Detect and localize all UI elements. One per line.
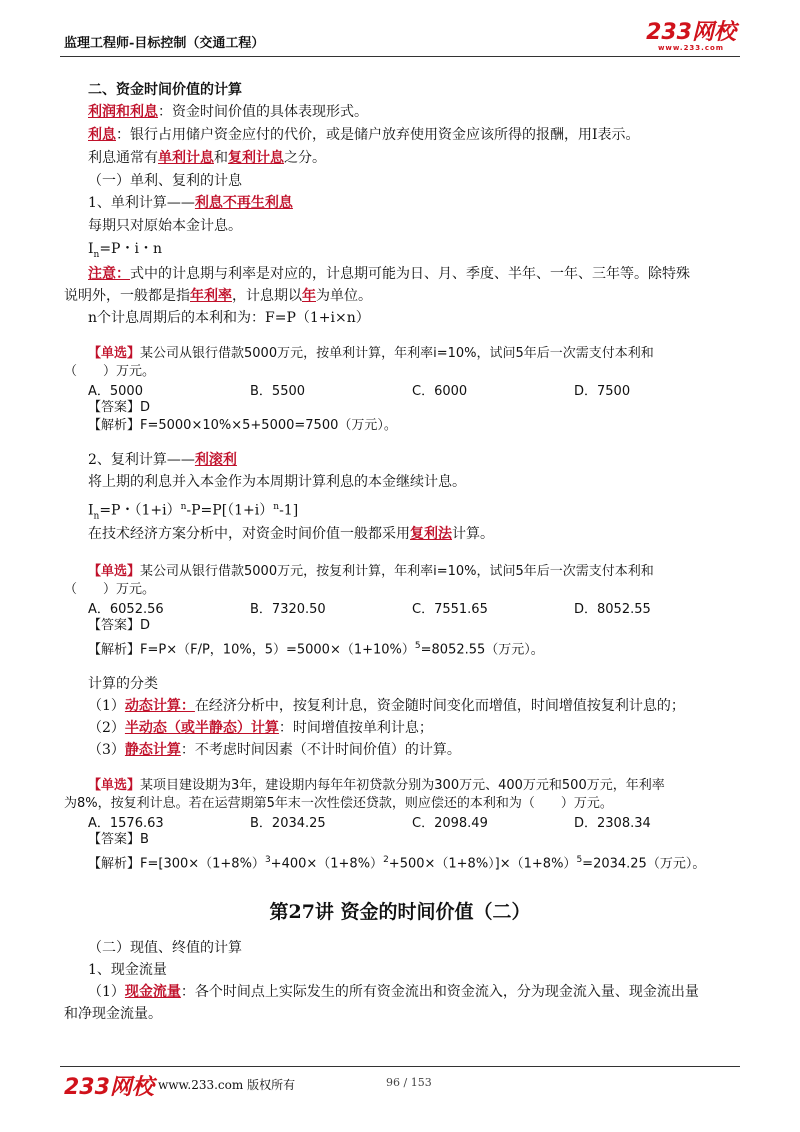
- note-line-1: 注意：式中的计息期与利率是对应的，计息期可能为日、月、季度、半年、一年、三年等。除特殊: [88, 266, 690, 282]
- question-3-stem: 【单选】某项目建设期为3年，建设期内每年年初贷款分别为300万元、400万元和500万元，年利率: [88, 778, 665, 793]
- header-divider: [60, 56, 740, 57]
- logo-text: 233网校: [646, 20, 736, 45]
- classification-item-1: （1）动态计算：在经济分析中，按复利计息，资金随时间变化而增值，时间增值按复利计息的；: [88, 698, 685, 714]
- classification-title: 计算的分类: [88, 676, 158, 692]
- interest-types: 利息通常有单利计息和复利计息之分。: [88, 150, 326, 166]
- footer-logo[interactable]: 233网校: [64, 1075, 154, 1100]
- compound-interest-desc: 将上期的利息并入本金作为本周期计算利息的本金继续计息。: [88, 474, 466, 490]
- compound-usage: 在技术经济方案分析中，对资金时间价值一般都采用复利法计算。: [88, 526, 494, 542]
- question-3-option-b: B．2034.25: [250, 816, 326, 831]
- cash-flow-definition-2: 和净现金流量。: [64, 1006, 162, 1022]
- subsection-heading: （一）单利、复利的计息: [88, 173, 242, 189]
- note-line-2: 说明外，一般都是指年利率，计息期以年为单位。: [64, 288, 372, 304]
- definition-interest: 利息：银行占用储户资金应付的代价，或是储户放弃使用资金应该所得的报酬，用I表示。: [88, 127, 640, 143]
- document-header-title: 监理工程师-目标控制（交通工程）: [64, 36, 265, 51]
- page-number: 96 / 153: [386, 1076, 432, 1089]
- question-3-analysis: 【解析】$F=[300\times(1+8\%)^3+400\times(1+8\%)^2+500\times(1+8\%)]\times(1+8\%)^5=2034.25$（万元）。: [88, 855, 706, 872]
- question-1-answer: 【答案】D: [88, 400, 151, 415]
- question-3-option-d: D．2308.34: [574, 816, 651, 831]
- question-1-stem-2: （ ）万元。: [64, 364, 156, 379]
- question-1-option-c: C．6000: [412, 384, 468, 399]
- question-3-option-c: C．2098.49: [412, 816, 488, 831]
- lecture-title: 第27讲 资金的时间价值（二）: [269, 901, 531, 923]
- question-3-answer: 【答案】B: [88, 832, 149, 847]
- question-3-option-a: A．1576.63: [88, 816, 164, 831]
- question-2-stem-2: （ ）万元。: [64, 582, 156, 597]
- lecture-subsection: （二）现值、终值的计算: [88, 940, 242, 956]
- question-1-option-d: D．7500: [574, 384, 631, 399]
- question-2-answer: 【答案】D: [88, 618, 151, 633]
- question-2-analysis: 【解析】F=P×（F/P，10%，$5)=5000\times(1+10\%)^5=8052.55$（万元）。: [88, 641, 544, 658]
- cash-flow-definition: （1）现金流量：各个时间点上实际发生的所有资金流出和资金流入，分为现金流入量、现金流出量: [88, 984, 699, 1000]
- simple-interest-sum: n个计息周期后的本利和为：F=P（1+i×n）: [88, 310, 370, 326]
- section-heading: 二、资金时间价值的计算: [88, 82, 242, 98]
- cash-flow-title: 1、现金流量: [88, 962, 167, 978]
- question-3-stem-2: 为8%，按复利计息。若在运营期第5年末一次性偿还贷款，则应偿还的本利和为（ ）万元。: [64, 796, 613, 811]
- question-2-option-d: D．8052.55: [574, 602, 651, 617]
- footer-divider: [60, 1066, 740, 1067]
- simple-interest-desc: 每期只对原始本金计息。: [88, 218, 242, 234]
- question-2-stem: 【单选】某公司从银行借款5000万元，按复利计算，年利率i=10%，试问5年后一次需支付本利和: [88, 564, 654, 579]
- classification-item-3: （3）静态计算：不考虑时间因素（不计时间价值）的计算。: [88, 742, 461, 758]
- brand-logo[interactable]: [646, 22, 736, 53]
- question-1-analysis: 【解析】F=5000×10%×5+5000=7500（万元）。: [88, 418, 397, 433]
- simple-interest-title: 1、单利计算——利息不再生利息: [88, 195, 293, 211]
- definition-profit-interest: 利润和利息：资金时间价值的具体表现形式。: [88, 104, 368, 120]
- footer-copyright: www.233.com 版权所有: [158, 1078, 296, 1092]
- question-1-option-a: A．5000: [88, 384, 143, 399]
- question-1-option-b: B．5500: [250, 384, 306, 399]
- compound-interest-title: 2、复利计算——利滚利: [88, 452, 237, 468]
- question-2-option-a: A．6052.56: [88, 602, 164, 617]
- compound-interest-formula: $I_n=P$・$(1+i)^n-P=P[(1+i)^n-1]$: [88, 502, 299, 522]
- logo-url: www.233.com: [657, 44, 725, 52]
- simple-interest-formula: $I_n=P$・i・n: [88, 241, 162, 260]
- question-2-option-c: C．7551.65: [412, 602, 488, 617]
- question-2-option-b: B．7320.50: [250, 602, 326, 617]
- classification-item-2: （2）半动态（或半静态）计算：时间增值按单利计息；: [88, 720, 433, 736]
- question-1-stem: 【单选】某公司从银行借款5000万元，按单利计算，年利率i=10%，试问5年后一次需支付本利和: [88, 346, 654, 361]
